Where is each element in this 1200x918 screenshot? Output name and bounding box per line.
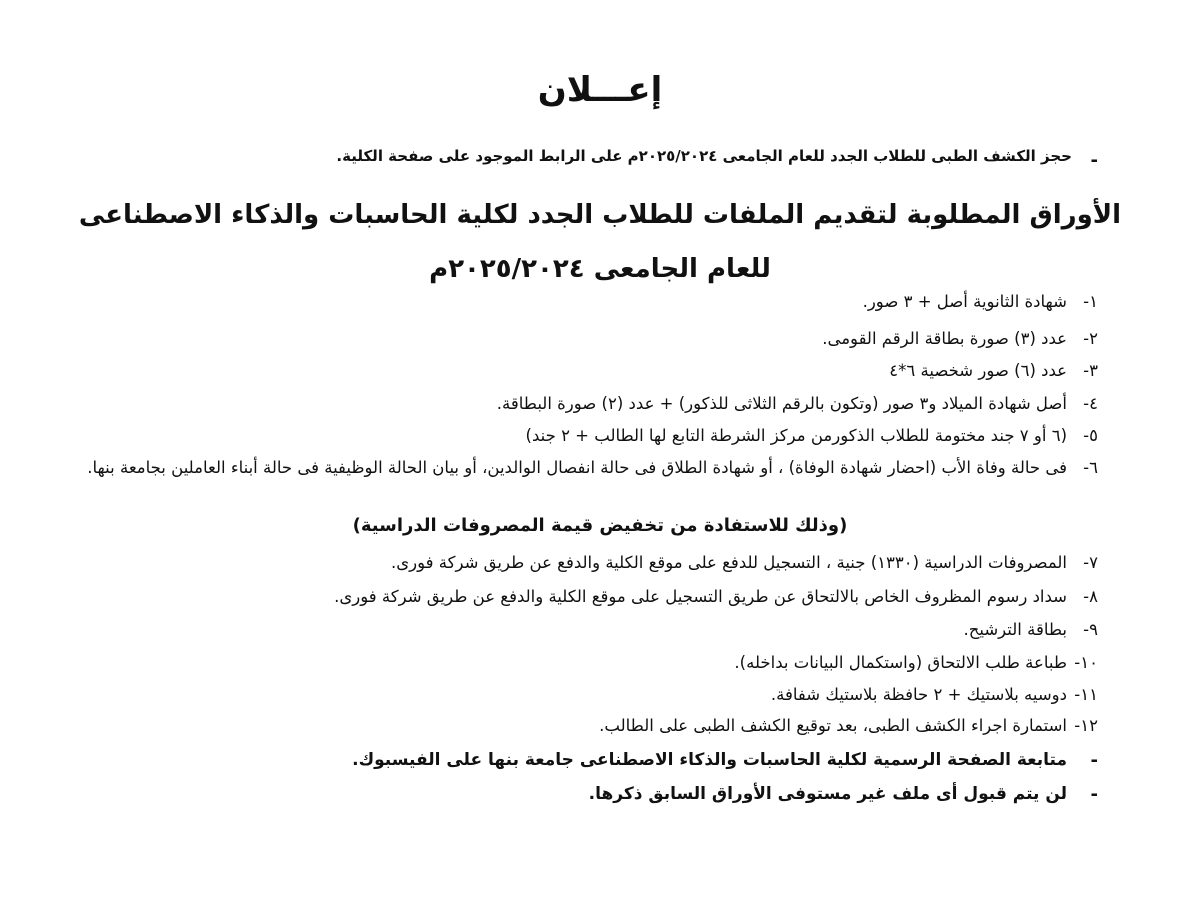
list-item-number: ٨- <box>1083 587 1098 606</box>
list-item-text: سداد رسوم المظروف الخاص بالالتحاق عن طريق التسجيل على موقع الكلية والدفع عن طريق شركة فورى. <box>334 587 1067 606</box>
list-item-text: المصروفات الدراسية (١٣٣٠) جنية ، التسجيل للدفع على موقع الكلية والدفع عن طريق شركة فورى. <box>391 553 1067 572</box>
list-item-text: شهادة الثانوية أصل + ٣ صور. <box>862 292 1067 311</box>
list-item-text: بطاقة الترشيح. <box>963 620 1067 639</box>
list-item-number: ١- <box>1083 292 1098 311</box>
list-item-text: عدد (٣) صورة بطاقة الرقم القومى. <box>822 329 1067 348</box>
list-item-text: (٦ أو ٧ جند مختومة للطلاب الذكورمن مركز الشرطة التابع لها الطالب + ٢ جند) <box>525 426 1067 445</box>
list-item-number: ٣- <box>1083 361 1098 380</box>
list-item-text: عدد (٦) صور شخصية ٦*٤ <box>889 361 1067 380</box>
discount-note: (وذلك للاستفادة من تخفيض قيمة المصروفات الدراسية) <box>352 515 848 536</box>
list-item-number: ١٠- <box>1074 653 1098 672</box>
note-bullet: - <box>1090 750 1098 771</box>
list-item-text: فى حالة وفاة الأب (احضار شهادة الوفاة) ، أو شهادة الطلاق فى حالة انفصال الوالدين، أو بيان الحالة الوظيفية فى حالة أبناء العاملين بجامعة بنها. <box>87 458 1067 477</box>
list-item-number: ٤- <box>1083 394 1098 413</box>
academic-year-heading: للعام الجامعى ٢٠٢٥/٢٠٢٤م <box>429 254 771 284</box>
list-item-number: ٢- <box>1083 329 1098 348</box>
note-bullet: - <box>1090 784 1098 805</box>
list-item-text: طباعة طلب الالتحاق (واستكمال البيانات بداخله). <box>734 653 1067 672</box>
list-item-text: استمارة اجراء الكشف الطبى، بعد توقيع الكشف الطبى على الطالب. <box>599 716 1067 735</box>
facebook-note: متابعة الصفحة الرسمية لكلية الحاسبات والذكاء الاصطناعى جامعة بنها على الفيسبوك. <box>352 750 1067 770</box>
list-item-number: ٦- <box>1083 458 1098 477</box>
documents-heading: الأوراق المطلوبة لتقديم الملفات للطلاب الجدد لكلية الحاسبات والذكاء الاصطناعى <box>78 200 1122 230</box>
incomplete-file-warning: لن يتم قبول أى ملف غير مستوفى الأوراق السابق ذكرها. <box>588 784 1067 804</box>
list-item-number: ١٢- <box>1074 716 1098 735</box>
list-item-number: ٧- <box>1083 553 1098 572</box>
list-item-number: ٥- <box>1083 426 1098 445</box>
intro-text: حجز الكشف الطبى للطلاب الجدد للعام الجامعى ٢٠٢٥/٢٠٢٤م على الرابط الموجود على صفحة الكلية. <box>336 147 1072 165</box>
intro-bullet: - <box>1090 150 1098 171</box>
list-item-number: ٩- <box>1083 620 1098 639</box>
page-title: إعـــلان <box>537 70 663 110</box>
list-item-number: ١١- <box>1074 685 1098 704</box>
list-item-text: دوسيه بلاستيك + ٢ حافظة بلاستيك شفافة. <box>770 685 1067 704</box>
list-item-text: أصل شهادة الميلاد و٣ صور (وتكون بالرقم الثلاثى للذكور) + عدد (٢) صورة البطاقة. <box>496 394 1067 413</box>
